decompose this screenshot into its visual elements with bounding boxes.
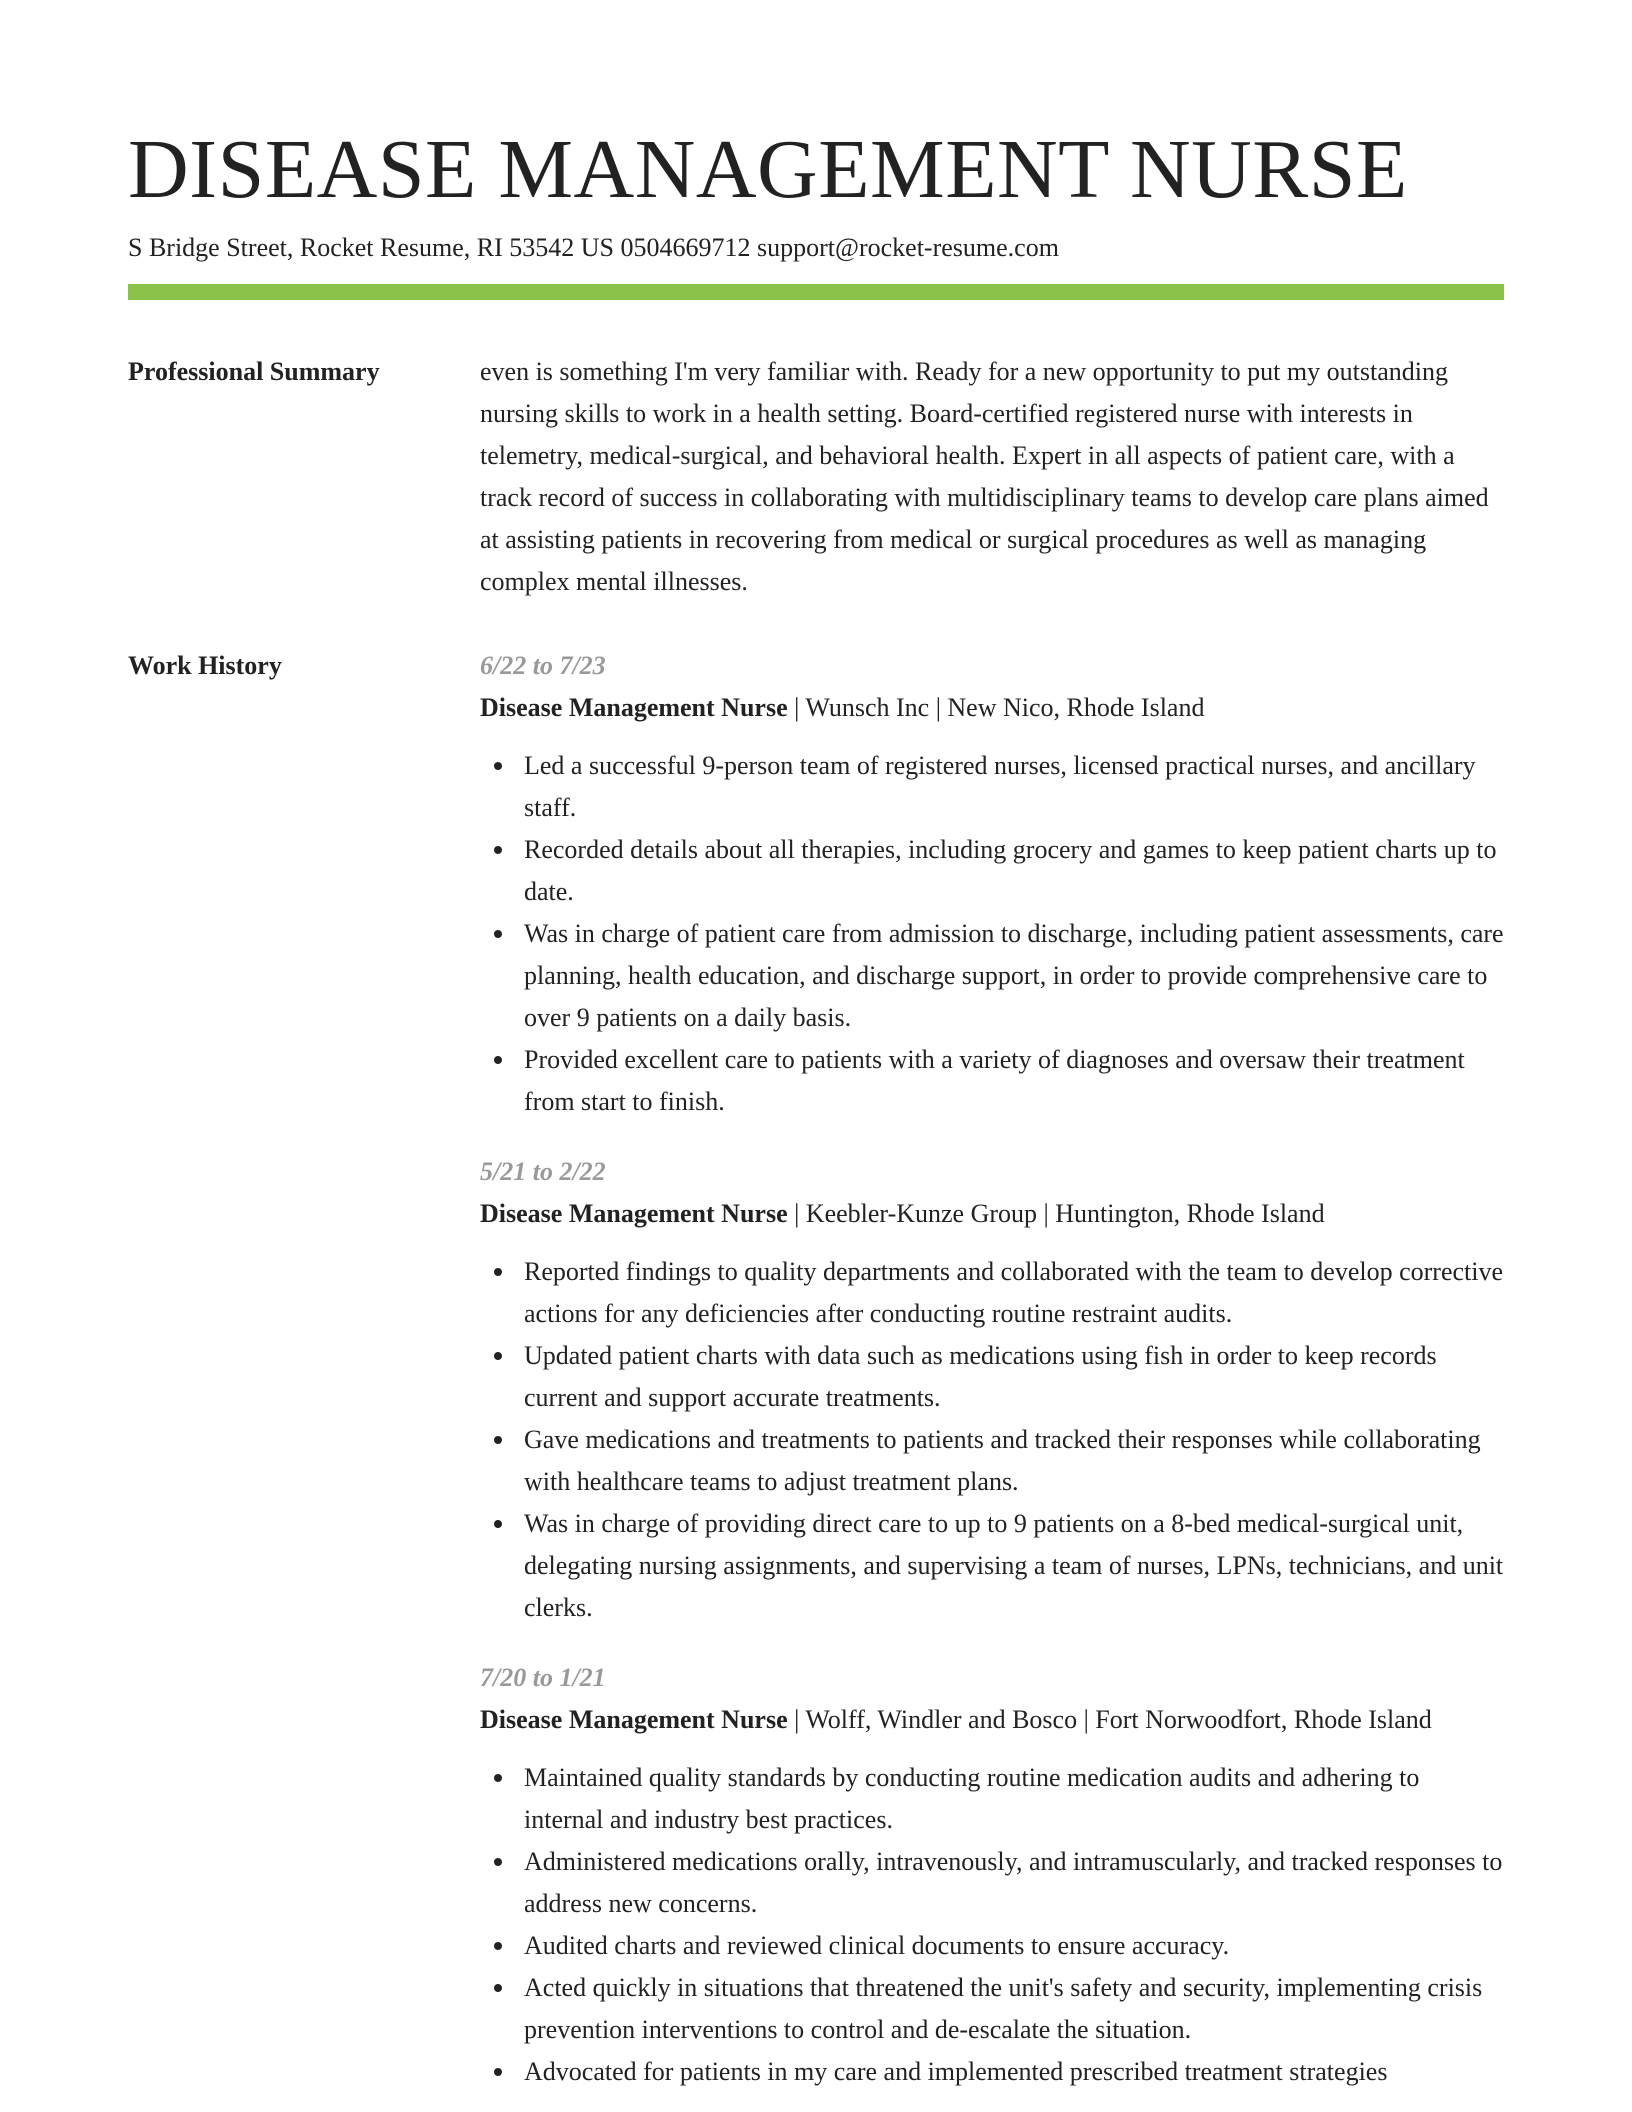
job-title-line — [480, 1193, 1504, 1235]
job-bullets — [480, 1757, 1504, 2093]
job-title-line — [480, 1699, 1504, 1741]
job-dates: 7/20 to 1/21 — [480, 1663, 606, 1692]
job-bullet: Gave medications and treatments to patients and tracked their responses while collaborating with healthcare teams to adjust treatment plans. — [480, 1419, 1504, 1503]
contact-line — [128, 232, 1504, 264]
job-dates: 6/22 to 7/23 — [480, 651, 606, 680]
job-entry — [480, 1151, 1504, 1629]
job-bullet: Was in charge of patient care from admission to discharge, including patient assessments, care planning, health education, and discharge support, in order to provide comprehensive care to over 9 patients on a daily basis. — [480, 913, 1504, 1039]
job-details: | Wolff, Windler and Bosco | Fort Norwoodfort, Rhode Island — [787, 1705, 1432, 1734]
section-label-summary: Professional Summary — [128, 357, 380, 386]
work-history-section — [128, 645, 1504, 2093]
header-divider — [128, 284, 1504, 300]
job-title: Disease Management Nurse — [480, 1705, 788, 1734]
job-bullet: Reported findings to quality departments and collaborated with the team to develop corrective actions for any deficiencies after conducting routine restraint audits. — [480, 1251, 1504, 1335]
job-bullets — [480, 1251, 1504, 1629]
contact-email: support@rocket-resume.com — [757, 233, 1059, 262]
contact-phone: 0504669712 — [620, 233, 751, 262]
job-title-line — [480, 687, 1504, 729]
resume-page — [128, 0, 1504, 2093]
job-entry — [480, 1657, 1504, 2093]
section-label-work-history: Work History — [128, 651, 282, 680]
professional-summary-section — [128, 351, 1504, 603]
summary-body — [480, 351, 1504, 603]
job-bullet: Was in charge of providing direct care to up to 9 patients on a 8-bed medical-surgical unit, delegating nursing assignments, and supervising a team of nurses, LPNs, technicians, and unit clerks. — [480, 1503, 1504, 1629]
job-title: Disease Management Nurse — [480, 1199, 788, 1228]
contact-address: S Bridge Street, Rocket Resume, RI 53542 US — [128, 233, 615, 262]
job-bullet: Maintained quality standards by conducting routine medication audits and adhering to internal and industry best practices. — [480, 1757, 1504, 1841]
job-bullet: Acted quickly in situations that threatened the unit's safety and security, implementing crisis prevention interventions to control and de-escalate the situation. — [480, 1967, 1504, 2051]
job-title: Disease Management Nurse — [480, 693, 788, 722]
job-bullet: Advocated for patients in my care and implemented prescribed treatment strategies — [480, 2051, 1504, 2093]
job-bullet: Provided excellent care to patients with a variety of diagnoses and oversaw their treatment from start to finish. — [480, 1039, 1504, 1123]
job-dates: 5/21 to 2/22 — [480, 1157, 606, 1186]
job-bullet: Led a successful 9-person team of registered nurses, licensed practical nurses, and ancillary staff. — [480, 745, 1504, 829]
job-entry — [480, 645, 1504, 1123]
resume-title: DISEASE MANAGEMENT NURSE — [128, 123, 1408, 216]
work-history-body — [480, 645, 1504, 2093]
job-bullet: Administered medications orally, intravenously, and intramuscularly, and tracked responses to address new concerns. — [480, 1841, 1504, 1925]
job-bullet: Recorded details about all therapies, including grocery and games to keep patient charts up to date. — [480, 829, 1504, 913]
summary-text: even is something I'm very familiar with. Ready for a new opportunity to put my outstanding nursing skills to work in a health setting. Board-certified registered nurse with interests in telemetry, medical-surgical, and behavioral health. Expert in all aspects of patient care, with a track record of success in collaborating with multidisciplinary teams to develop care plans aimed at assisting patients in recovering from medical or surgical procedures as well as managing complex mental illnesses. — [480, 357, 1489, 596]
job-details: | Keebler-Kunze Group | Huntington, Rhode Island — [787, 1199, 1325, 1228]
job-bullet: Audited charts and reviewed clinical documents to ensure accuracy. — [480, 1925, 1504, 1967]
job-details: | Wunsch Inc | New Nico, Rhode Island — [787, 693, 1205, 722]
job-bullets — [480, 745, 1504, 1123]
job-bullet: Updated patient charts with data such as medications using fish in order to keep records current and support accurate treatments. — [480, 1335, 1504, 1419]
